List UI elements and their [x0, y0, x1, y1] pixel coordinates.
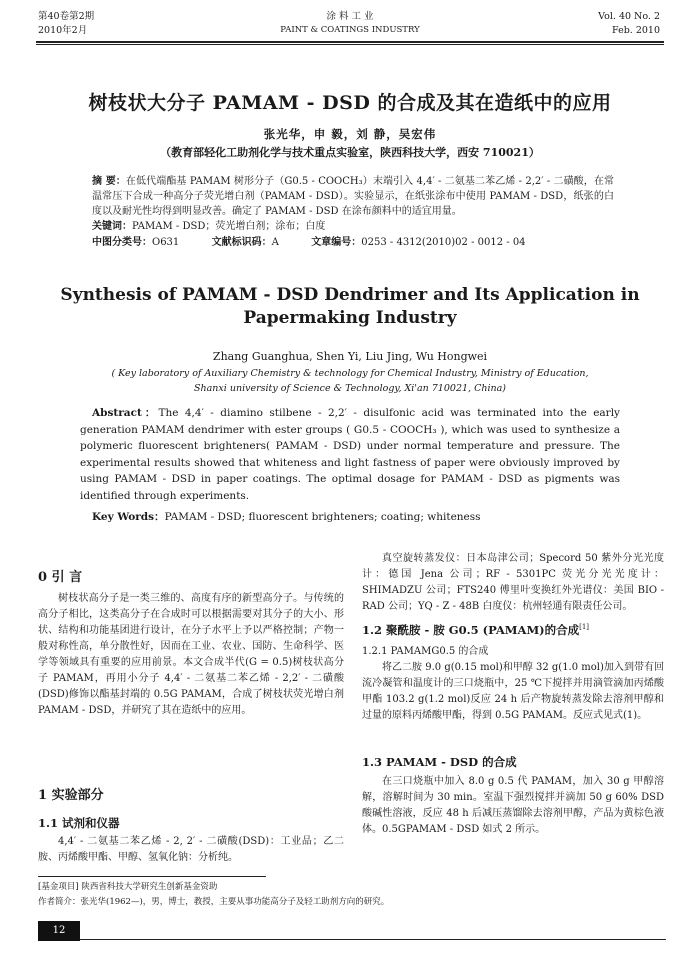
abstract-en-text: The 4,4′ - diamino stilbene - 2,2′ - disulfonic acid was terminated into the early generation PAMAM dendrimer with ester groups ( G0.5 - COOCH₃ ), which was used to synthesize a polymeric fluorescent brighteners( PAMAM - DSD) under normal temperature and pressure. The experimental results showed that whiteness and light fastness of paper were obviously improved by using PAMAM - DSD in paper coatings. The optimal dosage for PAMAM - DSD as pigments was identified through experiments. — [80, 407, 620, 502]
keywords-cn-label: 关键词： — [92, 221, 132, 232]
classification-line — [92, 235, 614, 250]
section-1-2-1-text: 将乙二胺 9.0 g(0.15 mol)和甲醇 32 g(1.0 mol)加入到带有回流冷凝管和温度计的三口烧瓶中，25 ℃下搅拌并用滴管滴加丙烯酸甲酯 103.2 g(1.2 mol)反应 24 h 后产物旋转蒸发除去溶剂甲醇和过量的原料丙烯酸甲酯，得到 0.5G PAMAM。反应式见式(1)。 — [362, 662, 664, 721]
section-1-1-title: 1.1 试剂和仪器 — [38, 816, 120, 830]
footer-rule — [80, 939, 666, 940]
authors-en: Zhang Guanghua, Shen Yi, Liu Jing, Wu Hongwei — [212, 350, 488, 363]
section-1-2-title — [362, 622, 589, 638]
section-0-title: 0 引 言 — [38, 570, 83, 585]
journal-name-cn: 涂 料 工 业 — [326, 11, 374, 22]
title-en-line1: Synthesis of PAMAM - DSD Dendrimer and Its Application in — [60, 285, 640, 305]
keywords-en — [92, 509, 620, 526]
instruments-text: 真空旋转蒸发仪：日本岛津公司；Specord 50 紫外分光光度计：德国 Jena 公司；RF - 5301PC 荧光分光光度计：SHIMADZU 公司；FTS240 傅里叶变换红外光谱仪：美国 BIO - RAD 公司；YQ - Z - 48B 白度仪：杭州轻通有限责任公司。 — [362, 553, 664, 612]
abstract-en-label: Abstract： — [92, 407, 159, 419]
class-no: O631 — [152, 237, 180, 248]
volume-issue-en: Vol. 40 No. 2 — [598, 11, 660, 22]
section-1-title: 1 实验部分 — [38, 788, 104, 803]
footnote-fund: [基金项目] 陕西省科技大学研究生创新基金资助 — [38, 882, 218, 892]
section-1-1-text: 4,4′ - 二氨基二苯乙烯 - 2, 2′ - 二磺酸(DSD)：工业品；乙二胺、丙烯酸甲酯、甲醇、氢氧化钠：分析纯。 — [38, 836, 344, 863]
affiliation-cn: （教育部轻化工助剂化学与技术重点实验室，陕西科技大学，西安 710021） — [160, 146, 540, 159]
article-no-label: 文章编号： — [311, 237, 362, 248]
doc-code: A — [271, 237, 279, 248]
header-rule — [36, 41, 664, 43]
abstract-en — [80, 405, 620, 504]
keywords-cn-text: PAMAM - DSD；荧光增白剂；涂布；白度 — [132, 221, 326, 232]
doc-code-label: 文献标识码： — [211, 237, 272, 248]
volume-issue-cn: 第40卷第2期 — [38, 11, 95, 22]
abstract-cn-text: 在低代端酯基 PAMAM 树形分子（G0.5 - COOCH₃）末端引入 4,4′ - 二氨基二苯乙烯 - 2,2′ - 二磺酸，在常温常压下合成一种高分子荧光增白剂（PAMAM - DSD）。实验显示，在纸张涂布中使用 PAMAM - DSD，纸张的白度以及耐光性均得到明显改善。确定了 PAMAM - DSD 在涂布颜料中的适宜用量。 — [92, 176, 614, 217]
section-1-3-title: 1.3 PAMAM - DSD 的合成 — [362, 755, 517, 769]
section-1-3-text: 在三口烧瓶中加入 8.0 g 0.5 代 PAMAM，加入 30 g 甲醇溶解，溶解时间为 30 min。室温下强烈搅拌并滴加 50 g 60% DSD 酸碱性溶液，反应 48 h 后减压蒸馏除去溶剂甲醇，产品为黄棕色液体。0.5GPAMAM - DSD 如式 2 所示。 — [362, 776, 664, 835]
keywords-en-label: Key Words： — [92, 511, 165, 523]
footnote-bio: 作者简介：张光华(1962—)，男，博士，教授，主要从事功能高分子及轻工助剂方向的研究。 — [38, 897, 390, 907]
citation-ref: [1] — [579, 623, 590, 632]
date-en: Feb. 2010 — [612, 25, 660, 36]
footnote-rule — [38, 876, 266, 877]
abstract-cn-label: 摘 要： — [92, 176, 126, 187]
journal-name-en: PAINT & COATINGS INDUSTRY — [280, 25, 420, 35]
page-number: 12 — [38, 921, 80, 941]
keywords-en-text: PAMAM - DSD; fluorescent brighteners; coating; whiteness — [164, 511, 481, 523]
header-rule-thin — [36, 44, 664, 45]
keywords-cn — [92, 219, 614, 234]
affiliation-en-line1: ( Key laboratory of Auxiliary Chemistry & technology for Chemical Industry, Ministry of Education, — [111, 368, 589, 379]
abstract-cn — [92, 174, 614, 219]
authors-cn: 张光华，申 毅，刘 静，吴宏伟 — [263, 127, 437, 141]
title-cn: 树枝状大分子 PAMAM - DSD 的合成及其在造纸中的应用 — [88, 92, 612, 114]
title-en-line2: Papermaking Industry — [243, 308, 457, 328]
section-0-text: 树枝状高分子是一类三维的、高度有序的新型高分子。与传统的高分子相比，这类高分子在合成时可以根据需要对其分子的大小、形状、结构和功能基团进行设计，在分子水平上予以严格控制；产物一般对称性高，单分散性好，因而在工业、农业、国防、生命科学、医学等领域具有重要的应用前景。本文合成半代(G = 0.5)树枝状高分子 PAMAM，再用小分子 4,4′ - 二氨基二苯乙烯 - 2,2′ - 二磺酸(DSD)修饰以酯基封端的 0.5G PAMAM，合成了树枝状荧光增白剂 PAMAM - DSD，并研究了其在造纸中的应用。 — [38, 593, 344, 716]
article-no: 0253 - 4312(2010)02 - 0012 - 04 — [361, 237, 526, 248]
section-1-2-title-text: 1.2 聚酰胺 - 胺 G0.5 (PAMAM)的合成 — [362, 623, 580, 637]
section-1-2-1-title: 1.2.1 PAMAMG0.5 的合成 — [362, 646, 489, 657]
date-cn: 2010年2月 — [38, 25, 88, 36]
class-label: 中图分类号： — [92, 237, 152, 248]
affiliation-en-line2: Shanxi university of Science & Technology, Xi'an 710021, China) — [194, 383, 506, 394]
